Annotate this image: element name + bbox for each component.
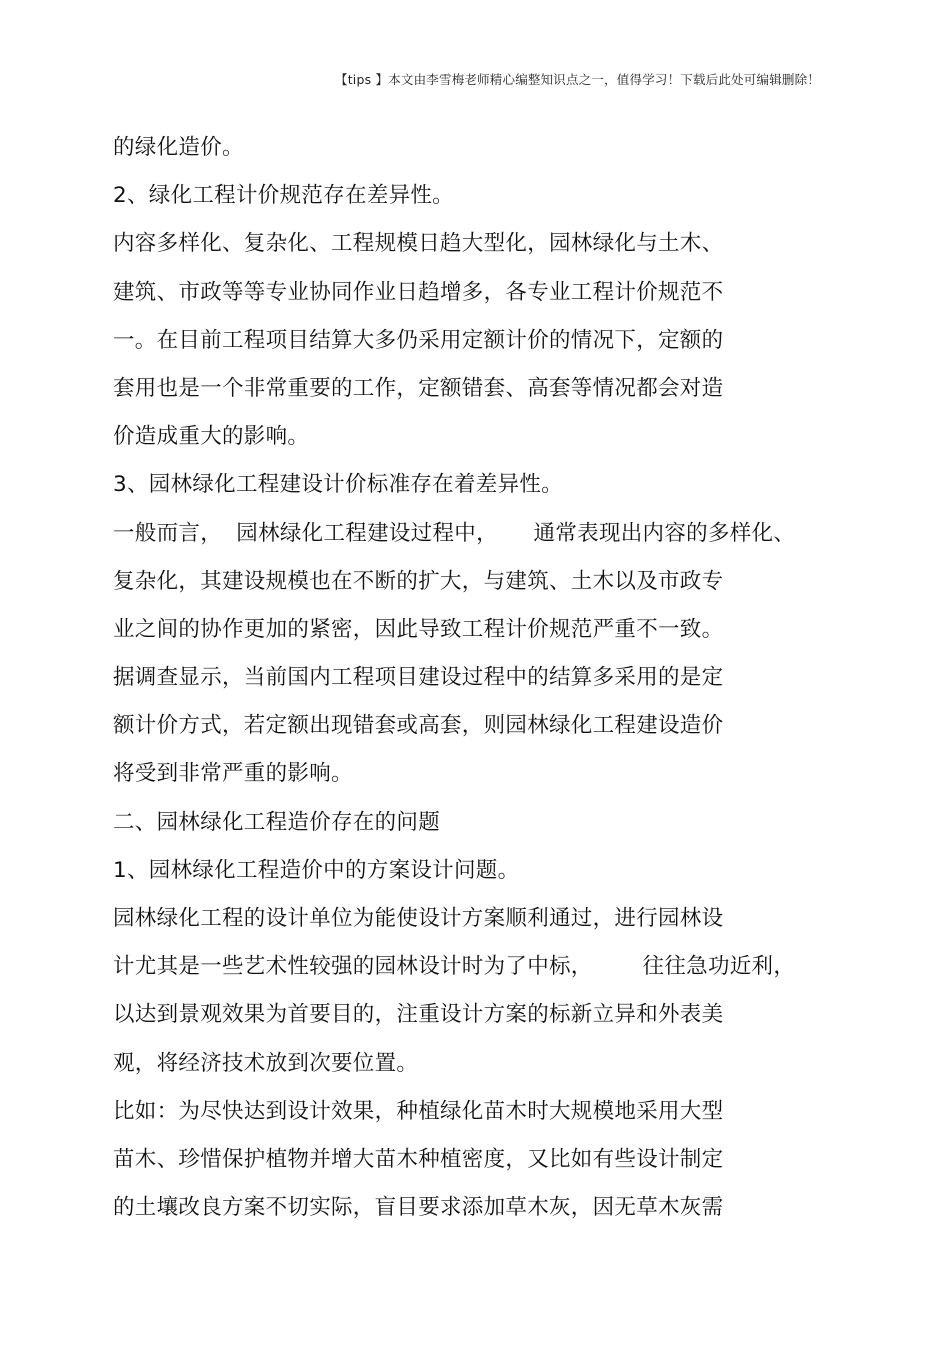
header-tip: 【tips 】本文由李雪梅老师精心编整知识点之一，值得学习！下载后此处可编辑删除！ <box>335 72 820 87</box>
text-line: 业之间的协作更加的紧密，因此导致工程计价规范严重不一致。 <box>113 616 724 642</box>
text-line: 计尤其是一些艺术性较强的园林设计时为了中标， 往往急功近利， <box>113 954 796 980</box>
chapter-heading: 二、园林绿化工程造价存在的问题 <box>113 809 441 835</box>
text-line: 价造成重大的影响。 <box>113 424 310 450</box>
text-line: 园林绿化工程的设计单位为能使设计方案顺利通过，进行园林设 <box>113 906 724 931</box>
text-line: 以达到景观效果为首要目的，注重设计方案的标新立异和外表美 <box>113 1002 724 1028</box>
text-line: 建筑、市政等等专业协同作业日趋增多，各专业工程计价规范不 <box>113 279 724 305</box>
text-line: 内容多样化、复杂化、工程规模日趋大型化，园林绿化与土木、 <box>113 231 724 257</box>
section-heading: 3、园林绿化工程建设计价标准存在着差异性。 <box>113 472 563 498</box>
text-line: 额计价方式，若定额出现错套或高套，则园林绿化工程建设造价 <box>113 713 724 739</box>
text-line: 复杂化，其建设规模也在不断的扩大，与建筑、土木以及市政专 <box>113 568 724 594</box>
section-heading: 1、园林绿化工程造价中的方案设计问题。 <box>113 857 520 883</box>
text-line: 的绿化造价。 <box>113 135 244 160</box>
text-line: 观，将经济技术放到次要位置。 <box>113 1050 419 1076</box>
text-line: 据调查显示，当前国内工程项目建设过程中的结算多采用的是定 <box>113 665 724 691</box>
text-line: 套用也是一个非常重要的工作，定额错套、高套等情况都会对造 <box>113 375 724 401</box>
text-line: 比如：为尽快达到设计效果，种植绿化苗木时大规模地采用大型 <box>113 1098 724 1124</box>
text-line: 一。在目前工程项目结算大多仍采用定额计价的情况下，定额的 <box>113 327 724 353</box>
section-heading: 2、绿化工程计价规范存在差异性。 <box>113 183 454 209</box>
text-line: 的土壤改良方案不切实际，盲目要求添加草木灰，因无草木灰需 <box>113 1195 724 1221</box>
text-line: 苗木、珍惜保护植物并增大苗木种植密度，又比如有些设计制定 <box>113 1146 724 1172</box>
text-line: 一般而言， 园林绿化工程建设过程中， 通常表现出内容的多样化、 <box>113 520 796 546</box>
text-line: 将受到非常严重的影响。 <box>113 761 353 787</box>
document-body <box>113 124 913 1232</box>
